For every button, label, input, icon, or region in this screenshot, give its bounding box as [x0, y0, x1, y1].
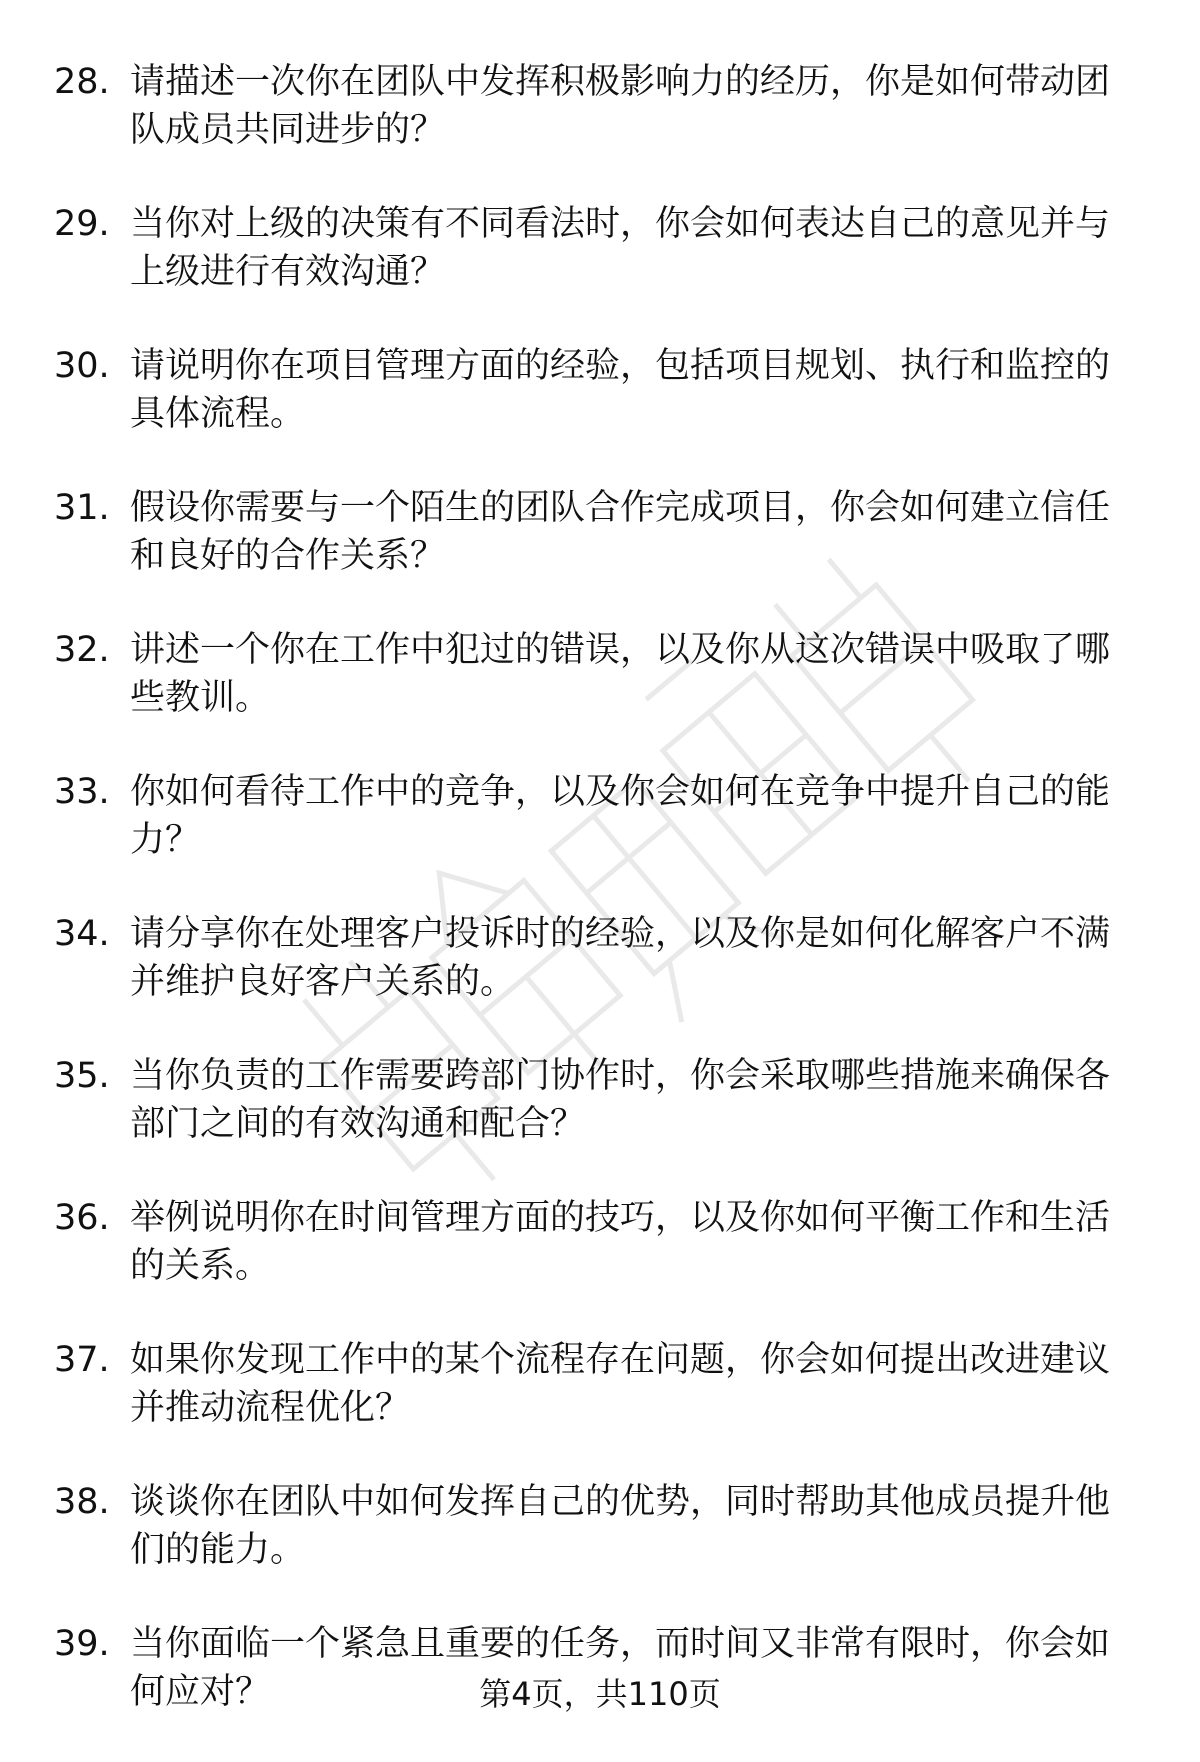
question-number: 28.	[54, 62, 110, 102]
question-item	[54, 58, 1144, 154]
question-number: 36.	[54, 1198, 110, 1238]
question-text: 举例说明你在时间管理方面的技巧，以及你如何平衡工作和生活的关系。	[130, 1198, 1111, 1286]
question-text: 假设你需要与一个陌生的团队合作完成项目，你会如何建立信任和良好的合作关系？	[130, 488, 1111, 576]
question-text: 当你负责的工作需要跨部门协作时，你会采取哪些措施来确保各部门之间的有效沟通和配合？	[130, 1056, 1111, 1144]
document-body	[54, 58, 1144, 1762]
page-number-label: 第4页，共110页	[479, 1675, 721, 1713]
question-item	[54, 200, 1144, 296]
question-number: 31.	[54, 488, 110, 528]
page-footer	[0, 1672, 1200, 1716]
question-text: 如果你发现工作中的某个流程存在问题，你会如何提出改进建议并推动流程优化？	[130, 1340, 1111, 1428]
question-number: 38.	[54, 1482, 110, 1522]
question-number: 37.	[54, 1340, 110, 1380]
question-item	[54, 626, 1144, 722]
question-text: 当你面临一个紧急且重要的任务，而时间又非常有限时，你会如何应对？	[130, 1624, 1111, 1712]
question-text: 你如何看待工作中的竞争，以及你会如何在竞争中提升自己的能力？	[130, 772, 1111, 860]
question-item	[54, 1052, 1144, 1148]
question-list	[54, 58, 1144, 1716]
question-number: 29.	[54, 204, 110, 244]
question-item	[54, 1478, 1144, 1574]
question-text: 请描述一次你在团队中发挥积极影响力的经历，你是如何带动团队成员共同进步的？	[130, 62, 1111, 150]
question-item	[54, 342, 1144, 438]
question-text: 请说明你在项目管理方面的经验，包括项目规划、执行和监控的具体流程。	[130, 346, 1111, 434]
question-item	[54, 768, 1144, 864]
question-text: 谈谈你在团队中如何发挥自己的优势，同时帮助其他成员提升他们的能力。	[130, 1482, 1111, 1570]
question-number: 33.	[54, 772, 110, 812]
question-item	[54, 1336, 1144, 1432]
question-number: 32.	[54, 630, 110, 670]
question-number: 34.	[54, 914, 110, 954]
question-number: 39.	[54, 1624, 110, 1664]
question-text: 讲述一个你在工作中犯过的错误，以及你从这次错误中吸取了哪些教训。	[130, 630, 1111, 718]
question-item	[54, 1194, 1144, 1290]
question-number: 35.	[54, 1056, 110, 1096]
question-item	[54, 910, 1144, 1006]
question-text: 请分享你在处理客户投诉时的经验，以及你是如何化解客户不满并维护良好客户关系的。	[130, 914, 1111, 1002]
question-number: 30.	[54, 346, 110, 386]
question-text: 当你对上级的决策有不同看法时，你会如何表达自己的意见并与上级进行有效沟通？	[130, 204, 1111, 292]
question-item	[54, 484, 1144, 580]
